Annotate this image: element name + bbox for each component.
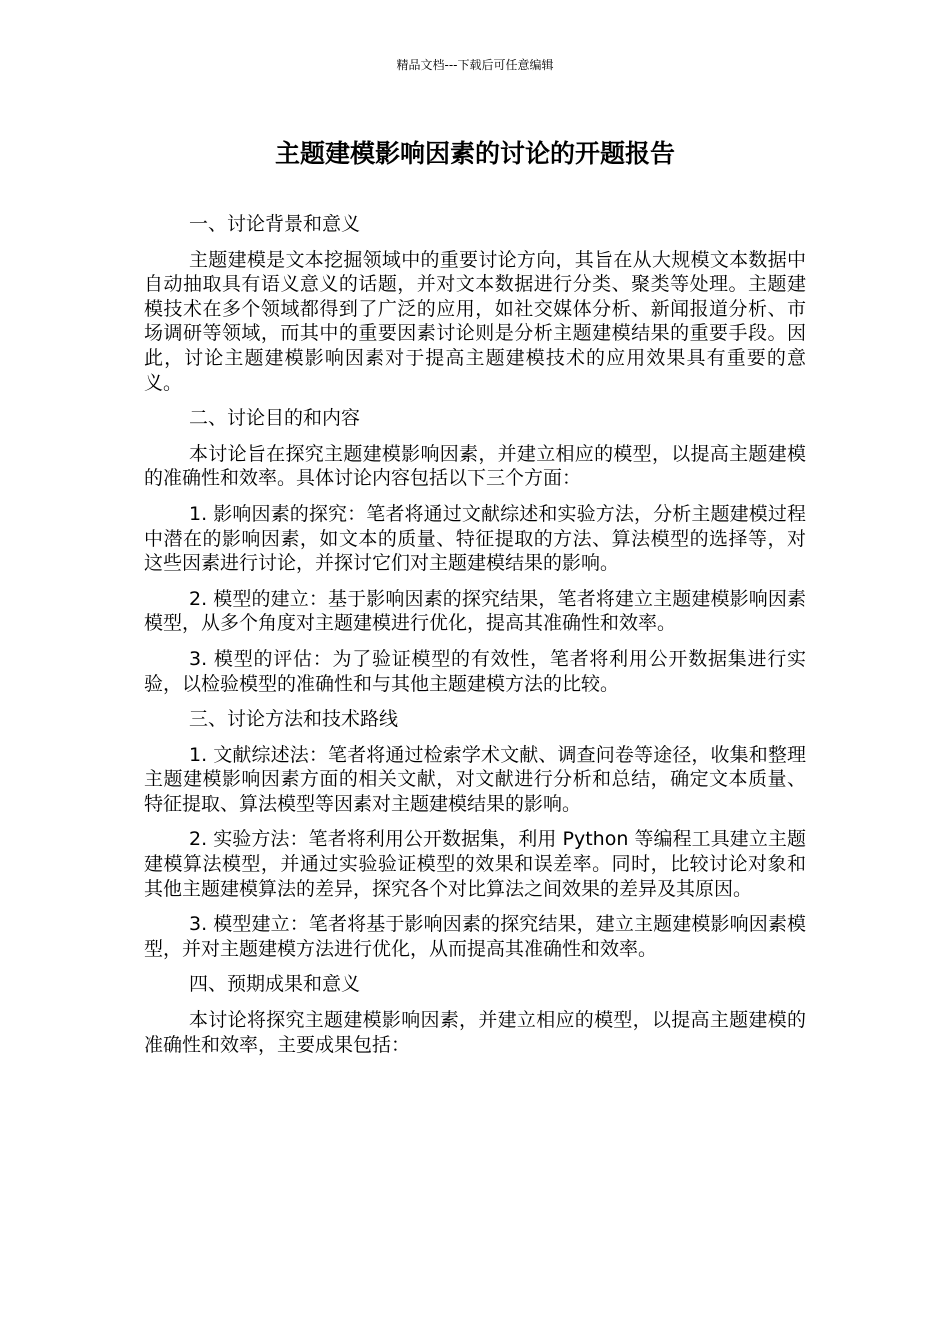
- document-title: 主题建模影响因素的讨论的开题报告: [274, 139, 675, 168]
- list-paragraph: 3. 模型的评估：为了验证模型的有效性，笔者将利用公开数据集进行实验，以检验模型的准确性和与其他主题建模方法的比较。: [144, 647, 806, 695]
- paragraph: 主题建模是文本挖掘领域中的重要讨论方向，其旨在从大规模文本数据中自动抽取具有语义意义的话题，并对文本数据进行分类、聚类等处理。主题建模技术在多个领域都得到了广泛的应用，如社交媒体分析、新闻报道分析、市场调研等领域，而其中的重要因素讨论则是分析主题建模结果的重要手段。因此，讨论主题建模影响因素对于提高主题建模技术的应用效果具有重要的意义。: [144, 248, 806, 394]
- section-heading-methods: 三、讨论方法和技术路线: [189, 708, 399, 731]
- section-heading-outcomes: 四、预期成果和意义: [189, 973, 361, 996]
- list-paragraph: 2. 模型的建立：基于影响因素的探究结果，笔者将建立主题建模影响因素模型，从多个角度对主题建模进行优化，提高其准确性和效率。: [144, 587, 806, 635]
- list-paragraph: 1. 文献综述法：笔者将通过检索学术文献、调查问卷等途径，收集和整理主题建模影响因素方面的相关文献，对文献进行分析和总结，确定文本质量、特征提取、算法模型等因素对主题建模结果的影响。: [144, 743, 806, 815]
- header-note: 精品文档---下载后可任意编辑: [396, 58, 554, 72]
- document-body: [144, 212, 806, 1068]
- paragraph: 本讨论将探究主题建模影响因素，并建立相应的模型，以提高主题建模的准确性和效率，主要成果包括：: [144, 1009, 806, 1056]
- list-paragraph: 1. 影响因素的探究：笔者将通过文献综述和实验方法，分析主题建模过程中潜在的影响因素，如文本的质量、特征提取的方法、算法模型的选择等，对这些因素进行讨论，并探讨它们对主题建模结果的影响。: [144, 502, 806, 575]
- paragraph: 本讨论旨在探究主题建模影响因素，并建立相应的模型，以提高主题建模的准确性和效率。具体讨论内容包括以下三个方面：: [144, 442, 806, 490]
- section-heading-purpose: 二、讨论目的和内容: [189, 407, 361, 430]
- list-paragraph: 2. 实验方法：笔者将利用公开数据集，利用 Python 等编程工具建立主题建模算法模型，并通过实验验证模型的效果和误差率。同时，比较讨论对象和其他主题建模算法的差异，探究各个对比算法之间效果的差异及其原因。: [144, 828, 806, 900]
- section-heading-background: 一、讨论背景和意义: [189, 213, 361, 235]
- list-paragraph: 3. 模型建立：笔者将基于影响因素的探究结果，建立主题建模影响因素模型，并对主题建模方法进行优化，从而提高其准确性和效率。: [144, 913, 806, 960]
